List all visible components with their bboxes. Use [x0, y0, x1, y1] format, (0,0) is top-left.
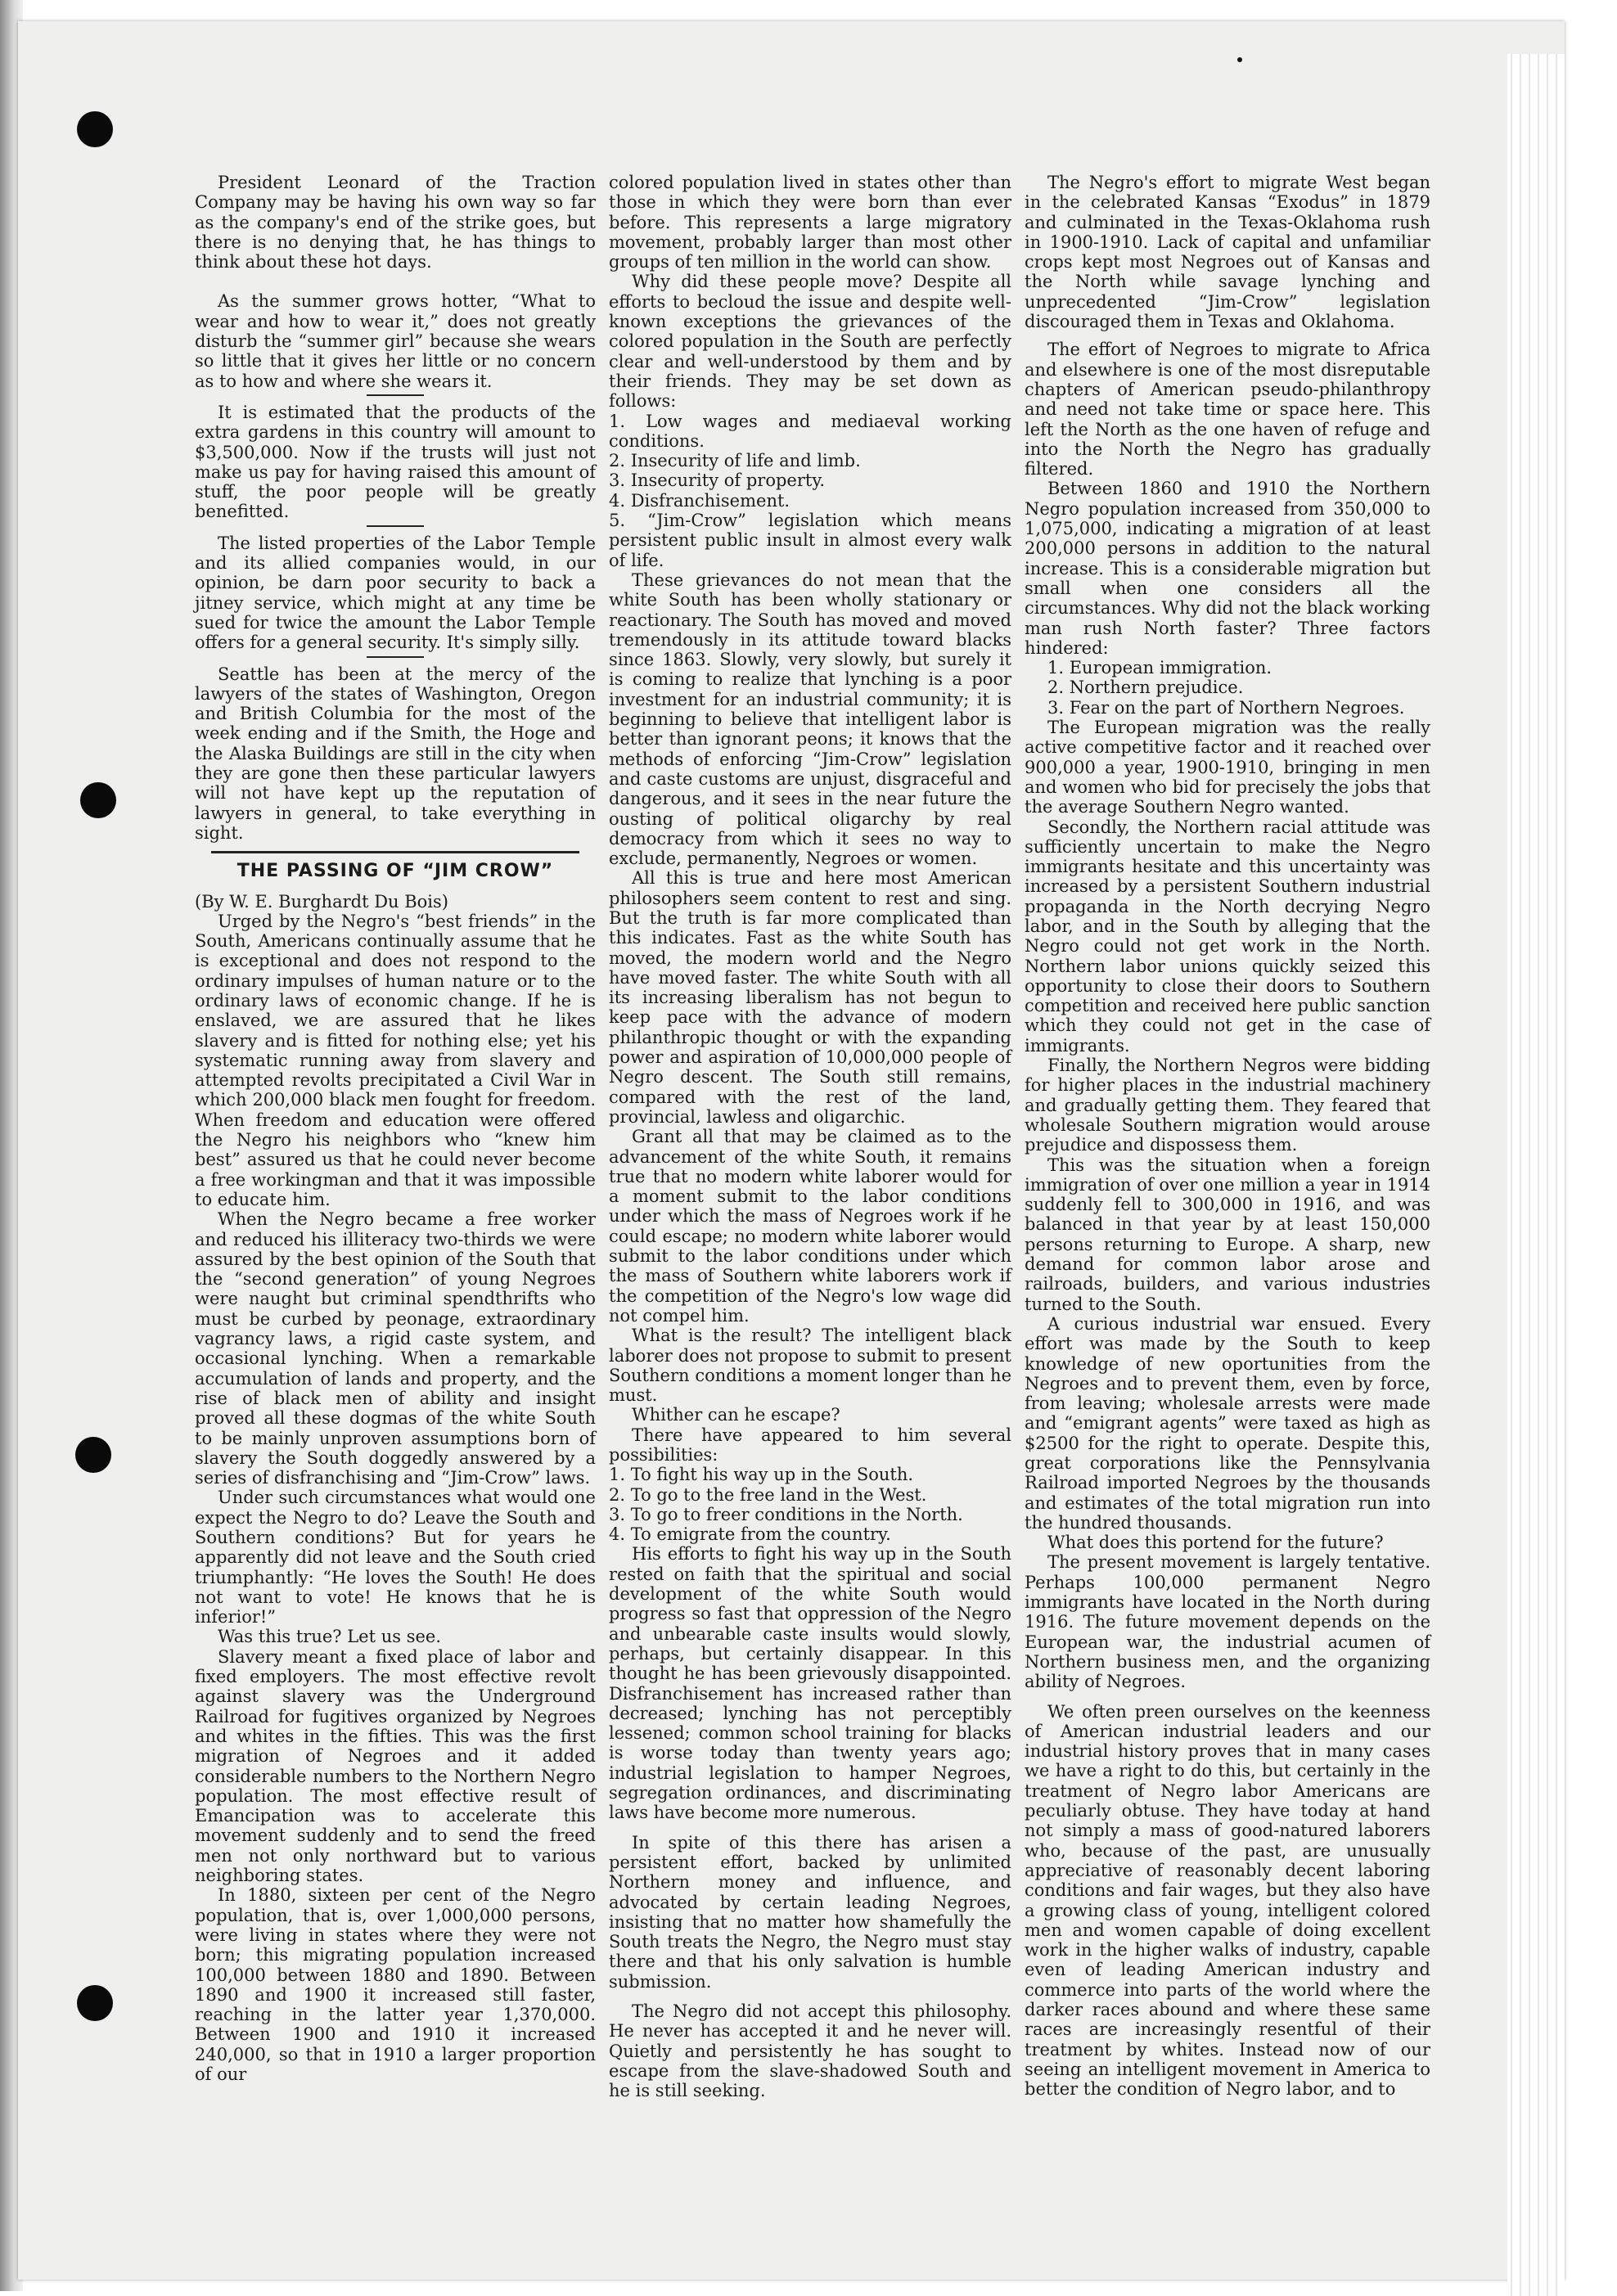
column-1 — [195, 173, 596, 2084]
article-paragraph: All this is true and here most American philosophers seem content to rest and sing. But the truth is far more complicated than this indicates. Fast as the white South has moved, the modern world and the Negro have moved faster. The white South with all its increasing liberalism has not begun to keep pace with the advance of modern philanthropic thought or with the expanding power and aspiration of 10,000,000 people of Negro descent. The South still remains, compared with the rest of the land, provincial, lawless and oligarchic. — [609, 868, 1011, 1127]
article-paragraph: Urged by the Negro's “best friends” in the South, Americans continually assume that he is exceptional and does not respond to the ordinary impulses of human nature or to the ordinary laws of economic change. If he is enslaved, we are assured that he likes slavery and is fitted for nothing else; yet his systematic running away from slavery and attempted revolts precipitated a Civil War in which 200,000 black men fought for freedom. When freedom and education were offered the Negro his neighbors who “knew him best” assured us that he could never become a free workingman and that it was impossible to educate him. — [195, 911, 596, 1209]
article-paragraph: colored population lived in states other than those in which they were born than ever before. This represents a large migratory movement, probably larger than most other groups of ten million in the world can show. — [609, 173, 1011, 272]
editorial-paragraph: Seattle has been at the mercy of the lawyers of the states of Washington, Oregon and British Columbia for the most of the week ending and if the Smith, the Hoge and the Alaska Buildings are still in the city when they are gone then these particular lawyers will not have kept up the reputation of lawyers in general, to take everything in sight. — [195, 664, 596, 843]
punch-hole-icon — [77, 1985, 113, 2021]
article-paragraph: In 1880, sixteen per cent of the Negro population, that is, over 1,000,000 persons, were living in states where they were not born; this migrating population increased 100,000 between 1880 and 1890. Between 1890 and 1900 it increased still faster, reaching in the latter year 1,370,000. Between 1900 and 1910 it increased 240,000, so that in 1910 a larger proportion of our — [195, 1885, 596, 2085]
article-paragraph: The effort of Negroes to migrate to Africa and elsewhere is one of the most disreputable chapters of American pseudo-philanthropy and need not take time or space here. This left the North as the one haven of refuge and into the North the Negro has gradually filtered. — [1025, 340, 1430, 479]
editorial-paragraph: As the summer grows hotter, “What to wear and how to wear it,” does not greatly disturb the “summer girl” because she wears so little that it gives her little or no concern as to how and where she wears it. — [195, 291, 596, 391]
list-item: 4. To emigrate from the country. — [609, 1524, 891, 1545]
list-item: 3. Fear on the part of Northern Negroes. — [1047, 697, 1405, 718]
list-item: 1. European immigration. — [1047, 658, 1272, 678]
article-paragraph: The present movement is largely tentative. Perhaps 100,000 permanent Negro immigrants have located in the North during 1916. The future movement depends on the European war, the industrial acumen of Northern business men, and the organizing ability of Negroes. — [1025, 1552, 1430, 1692]
article-paragraph: The Negro did not accept this philosophy. He never has accepted it and he never will. Quietly and persistently he has sought to escape from the slave-shadowed South and he is still seeking. — [609, 2001, 1011, 2101]
ink-blot — [1237, 57, 1242, 62]
article-paragraph: The Negro's effort to migrate West began in the celebrated Kansas “Exodus” in 1879 and culminated in the Texas-Oklahoma rush in 1900-1910. Lack of capital and unfamiliar crops kept most Negroes out of Kansas and the North while savage lynching and unprecedented “Jim-Crow” legislation discouraged them in Texas and Oklahoma. — [1025, 173, 1430, 332]
divider — [367, 656, 424, 658]
article-paragraph: His efforts to fight his way up in the South rested on faith that the spiritual and social development of the white South would progress so fast that oppression of the Negro and unbearable caste insults would slowly, perhaps, but certainly disappear. In this thought he has been grievously disappointed. Disfranchisement has increased rather than decreased; lynching has not perceptibly lessened; common school training for blacks is worse today than twenty years ago; industrial legislation to hamper Negroes, segregation ordinances, and discriminating laws have become more numerous. — [609, 1544, 1011, 1823]
divider — [367, 525, 424, 527]
list-item: 3. Insecurity of property. — [609, 470, 826, 491]
article-paragraph: Finally, the Northern Negros were bidding for higher places in the industrial machinery and gradually getting them. They feared that wholesale Southern migration would arouse prejudice and dispossess them. — [1025, 1056, 1430, 1155]
article-paragraph: Whither can he escape? — [632, 1405, 840, 1425]
article-paragraph: Grant all that may be claimed as to the advancement of the white South, it remains true that no modern white laborer would for a moment submit to the labor conditions under which the mass of Negroes work if he could escape; no modern white laborer would submit to the labor conditions under which the mass of Southern white laborers work if the competition of the Negro's low wage did not compel him. — [609, 1127, 1011, 1326]
article-paragraph: In spite of this there has arisen a persistent effort, backed by unlimited Northern money and influence, and advocated by certain leading Negroes, insisting that no matter how shamefully the South treats the Negro, the Negro must stay there and that his only salvation is humble submission. — [609, 1832, 1011, 1992]
list-item: 1. To fight his way up in the South. — [609, 1465, 914, 1485]
article-paragraph: When the Negro became a free worker and reduced his illiteracy two-thirds we were assured by the best opinion of the South that the “second generation” of young Negroes were naught but criminal spendthrifts who must be curbed by peonage, extraordinary vagrancy laws, a rigid caste system, and occasional lynching. When a remarkable accumulation of lands and property, and the rise of black men of ability and insight proved all these dogmas of the white South to be mainly unproven assumptions born of slavery the South doggedly answered by a series of disfranchising and “Jim-Crow” laws. — [195, 1209, 596, 1488]
article-paragraph: Why did these people move? Despite all efforts to becloud the issue and despite well-known exceptions the grievances of the colored population in the South are perfectly clear and well-understood by them and by their friends. They may be set down as follows: — [609, 272, 1011, 412]
list-item: 2. Insecurity of life and limb. — [609, 451, 861, 471]
list-item: 3. To go to freer conditions in the North. — [609, 1504, 963, 1524]
stacked-page-edges — [1507, 54, 1565, 2296]
editorial-paragraph: The listed properties of the Labor Temple and its allied companies would, in our opinion, be darn poor security to back a jitney service, which might at any time be sued for twice the amount the Labor Temple offers for a general security. It's simply silly. — [195, 533, 596, 653]
article-paragraph: Slavery meant a fixed place of labor and fixed employers. The most effective revolt against slavery was the Underground Railroad for fugitives organized by Negroes and whites in the fifties. This was the first migration of Negroes and it added considerable numbers to the Northern Negro population. The most effective result of Emancipation was to accelerate this movement suddenly and to send the freed men not only northward but to various neighboring states. — [195, 1646, 596, 1886]
article-paragraph: Secondly, the Northern racial attitude was sufficiently uncertain to make the Negro immigrants hesitate and this uncertainty was increased by a persistent Southern industrial propaganda in the North decrying Negro labor, and in the South by alleging that the Negro could not get work in the North. Northern labor unions quickly seized this opportunity to close their doors to Southern competition and received here public sanction which they could not get in the case of immigrants. — [1025, 817, 1430, 1056]
article-byline: (By W. E. Burghardt Du Bois) — [195, 891, 448, 912]
article-headline: THE PASSING OF “JIM CROW” — [236, 861, 554, 882]
divider — [367, 394, 424, 396]
punch-hole-icon — [77, 111, 113, 147]
article-paragraph: We often preen ourselves on the keenness of American industrial leaders and our industrial history proves that in many cases we have a right to do this, but certainly in the treatment of Negro labor Americans are peculiarly obtuse. They have today at hand not simply a mass of good-natured laborers who, because of the past, are unusually appreciative of reasonably decent laboring conditions and fair wages, but they also have a growing class of young, intelligent colored men and women capable of doing excellent work in the higher walks of industry, capable even of leading American industry and commerce into parts of the world where the darker races abound and where these same races are increasingly resentful of their treatment by whites. Instead now of our seeing an intelligent movement in America to better the condition of Negro labor, and to — [1025, 1701, 1430, 2100]
list-item: 5. “Jim-Crow” legislation which means persistent public insult in almost every walk of life. — [609, 511, 1011, 570]
column-2 — [609, 173, 1011, 2101]
article-paragraph: What is the result? The intelligent black laborer does not propose to submit to present Southern conditions a moment longer than he must. — [609, 1326, 1011, 1406]
article-paragraph: The European migration was the really active competitive factor and it reached over 900,000 a year, 1900-1910, bringing in men and women who bid for precisely the jobs that the average Southern Negro wanted. — [1025, 718, 1430, 817]
article-paragraph: What does this portend for the future? — [1047, 1533, 1384, 1553]
list-item: 1. Low wages and mediaeval working conditions. — [609, 411, 1011, 451]
newspaper-page — [18, 21, 1565, 2280]
article-paragraph: A curious industrial war ensued. Every effort was made by the South to keep knowledge of new oportunities from the Negroes and to prevent them, even by force, from leaving; wholesale arrests were made and “emigrant agents” were taxed as high as $2500 for the right to operate. Despite this, great corporations like the Pennsylvania Railroad imported Negroes by the thousands and estimates of the total migration run into the hundred thousands. — [1025, 1313, 1430, 1533]
list-item: 2. Northern prejudice. — [1047, 678, 1244, 698]
punch-hole-icon — [75, 1437, 111, 1473]
article-paragraph: Between 1860 and 1910 the Northern Negro population increased from 350,000 to 1,075,000, indicating a migration of at least 200,000 persons in addition to the natural increase. This is a considerable migration but small when one considers all the circumstances. Why did not the black working man rush North faster? Three factors hindered: — [1025, 479, 1430, 658]
article-paragraph: Under such circumstances what would one expect the Negro to do? Leave the South and Southern conditions? But for years he apparently did not leave and the South cried triumphantly: “He loves the South! He does not want to vote! He knows that he is inferior!” — [195, 1488, 596, 1627]
editorial-paragraph: It is estimated that the products of the extra gardens in this country will amount to $3,500,000. Now if the trusts will just not make us pay for having raised this amount of stuff, the poor people will be greatly benefitted. — [195, 402, 596, 522]
column-3 — [1025, 173, 1430, 2100]
article-paragraph: There have appeared to him several possibilities: — [609, 1425, 1011, 1465]
list-item: 2. To go to the free land in the West. — [609, 1484, 927, 1505]
article-paragraph: These grievances do not mean that the white South has been wholly stationary or reactionary. The South has moved and moved tremendously in its attitude toward blacks since 1863. Slowly, very slowly, but surely it is coming to realize that lynching is a poor investment for an industrial community; it is beginning to believe that intelligent labor is better than ignorant peons; it knows that the methods of enforcing “Jim-Crow” legislation and caste customs are unjust, disgraceful and dangerous, and it sees in the near future the ousting of political oligarchy by real democracy from which it sees no way to exclude, permanently, Negroes or women. — [609, 569, 1011, 869]
article-paragraph: Was this true? Let us see. — [218, 1627, 441, 1647]
list-item: 4. Disfranchisement. — [609, 490, 790, 511]
editorial-paragraph: President Leonard of the Traction Company may be having his own way so far as the company's end of the strike goes, but there is no denying that, he has things to think about these hot days. — [195, 173, 596, 272]
article-paragraph: This was the situation when a foreign immigration of over one million a year in 1914 suddenly fell to 300,000 in 1916, and was balanced in that year by at least 150,000 persons returning to Europe. A sharp, new demand for common labor arose and railroads, builders, and various industries turned to the South. — [1025, 1155, 1430, 1314]
punch-hole-icon — [80, 782, 116, 818]
section-divider — [211, 851, 580, 853]
